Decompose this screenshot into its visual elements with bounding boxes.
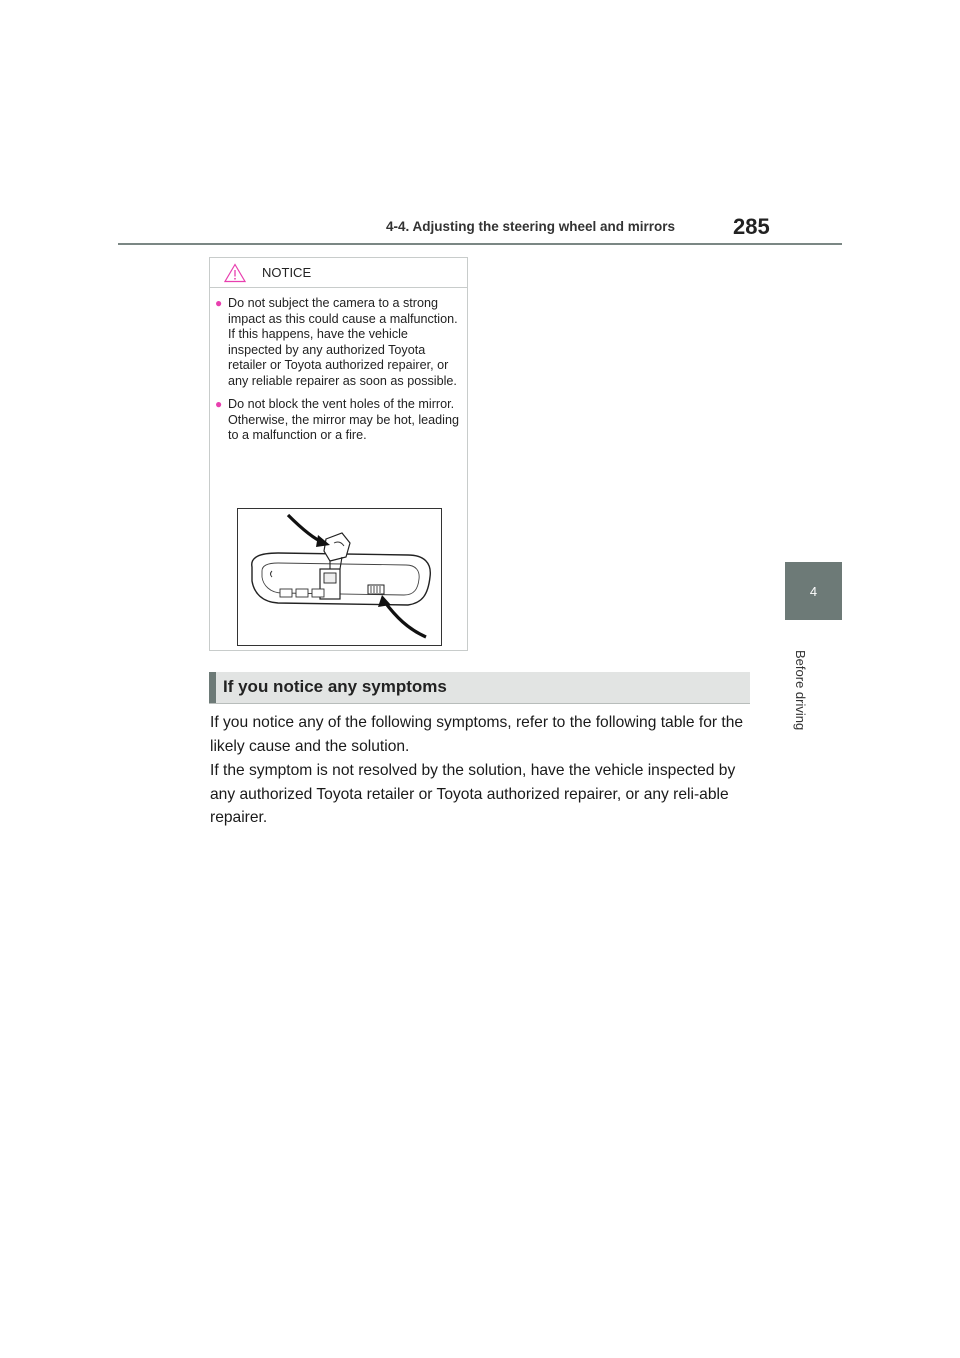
notice-item (215, 397, 459, 444)
section-heading (209, 672, 750, 704)
header-divider (118, 243, 842, 245)
rearview-mirror-icon (238, 509, 441, 645)
warning-triangle-icon (224, 263, 246, 283)
notice-item (215, 296, 459, 389)
notice-list (210, 288, 467, 444)
body-paragraph: If you notice any of the following symptoms, refer to the following table for the likely cause and the solution. (210, 714, 744, 755)
chapter-number: 4 (809, 583, 818, 599)
body-paragraph: If the symptom is not resolved by the solution, have the vehicle inspected by any authorized Toyota retailer or Toyota authorized repairer, or any reli-able repairer. (210, 762, 736, 826)
bullet-icon: ● (215, 397, 223, 411)
page-number: 285 (733, 214, 770, 239)
section-header-title: 4-4. Adjusting the steering wheel and mirrors (386, 219, 676, 234)
chapter-tab[interactable] (785, 562, 842, 620)
section-heading-title: If you notice any symptoms (223, 677, 447, 696)
notice-item-text: Do not subject the camera to a strong impact as this could cause a malfunction. If this happens, have the vehicle inspected by any authorized Toyota retailer or Toyota authorized repairer, or any reliable repairer as soon as possible. (228, 296, 458, 388)
mirror-camera-illustration (237, 508, 442, 646)
notice-title: NOTICE (262, 265, 312, 280)
notice-header (210, 258, 467, 288)
section-heading-bar (209, 672, 216, 703)
chapter-label: Before driving (793, 650, 808, 731)
bullet-icon: ● (215, 296, 223, 310)
notice-item-text: Do not block the vent holes of the mirror. Otherwise, the mirror may be hot, leading to a malfunction or a fire. (228, 397, 459, 442)
